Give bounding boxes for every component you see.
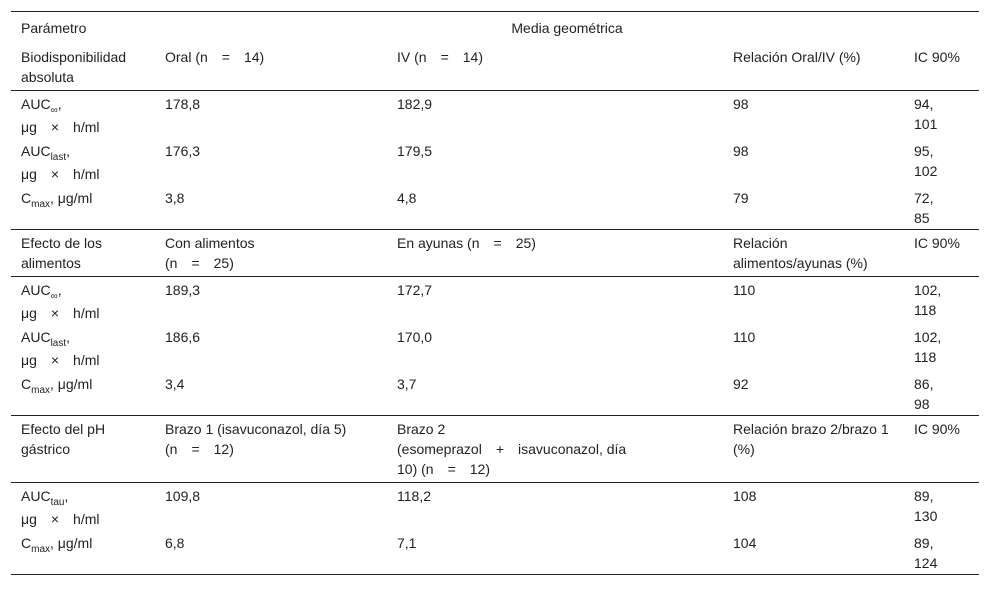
table-row bbox=[11, 138, 979, 185]
section-col3: IV (n = 14) bbox=[387, 44, 723, 91]
param-cell: $C_{max}$, μg/ml bbox=[11, 530, 155, 575]
ratio: 79 bbox=[723, 185, 904, 230]
table-row bbox=[11, 277, 979, 325]
value-2: 170,0 bbox=[397, 329, 433, 345]
ic-90: 94, 101 bbox=[914, 96, 938, 132]
param-cell: $AUC_{tau}$, μg × h/ml bbox=[21, 488, 100, 527]
value-1: 189,3 bbox=[165, 282, 201, 298]
ic-90: 102, 118 bbox=[914, 329, 942, 365]
section-header-row bbox=[11, 44, 979, 91]
section-col3: Brazo 2 (esomeprazol + isavuconazol, día 10) (n = 12) bbox=[387, 416, 723, 483]
ratio: 110 bbox=[733, 329, 756, 345]
ratio: 110 bbox=[733, 282, 756, 298]
ic-90: 89, 130 bbox=[914, 488, 938, 524]
table-row bbox=[11, 185, 979, 230]
ratio: 108 bbox=[733, 488, 757, 504]
ratio: 92 bbox=[723, 371, 904, 416]
value-1: 3,4 bbox=[155, 371, 387, 416]
pk-table bbox=[11, 11, 979, 575]
value-2: 182,9 bbox=[397, 96, 433, 112]
section-col4: Relación Oral/IV (%) bbox=[723, 44, 904, 91]
header-parametro: Parámetro bbox=[11, 12, 155, 45]
section-header-row bbox=[11, 230, 979, 277]
section-col4: Relación alimentos/ayunas (%) bbox=[723, 230, 904, 277]
header-row bbox=[11, 12, 979, 45]
section-header-row bbox=[11, 416, 979, 483]
ic-90: 86, 98 bbox=[904, 371, 979, 416]
value-1: 3,8 bbox=[155, 185, 387, 230]
ic-90: 95, 102 bbox=[914, 143, 938, 179]
section-col2: Brazo 1 (isavuconazol, día 5) (n = 12) bbox=[155, 416, 387, 483]
value-1: 109,8 bbox=[165, 488, 201, 504]
ratio: 104 bbox=[723, 530, 904, 575]
header-media: Media geométrica bbox=[155, 12, 979, 45]
ratio: 98 bbox=[733, 143, 749, 159]
param-cell: $C_{max}$, μg/ml bbox=[11, 371, 155, 416]
value-2: 7,1 bbox=[387, 530, 723, 575]
value-1: 176,3 bbox=[165, 143, 201, 159]
ratio: 98 bbox=[733, 96, 749, 112]
section-col3: En ayunas (n = 25) bbox=[387, 230, 723, 277]
ic-90: 72, 85 bbox=[904, 185, 979, 230]
value-2: 172,7 bbox=[397, 282, 433, 298]
param-cell: $AUC_{last}$, μg × h/ml bbox=[21, 329, 100, 368]
section-col5: IC 90% bbox=[904, 230, 979, 277]
table-row bbox=[11, 371, 979, 416]
section-col5: IC 90% bbox=[904, 416, 979, 483]
param-cell: $AUC_\infty$, μg × h/ml bbox=[21, 96, 100, 135]
table-row bbox=[11, 91, 979, 139]
param-cell: $AUC_{last}$, μg × h/ml bbox=[21, 143, 100, 182]
table-row bbox=[11, 483, 979, 531]
section-title: Efecto del pH gástrico bbox=[11, 416, 155, 483]
value-1: 178,8 bbox=[165, 96, 201, 112]
value-1: 186,6 bbox=[165, 329, 201, 345]
value-2: 4,8 bbox=[387, 185, 723, 230]
ic-90: 89, 124 bbox=[904, 530, 979, 575]
section-col4: Relación brazo 2/brazo 1 (%) bbox=[723, 416, 904, 483]
param-cell: $AUC_\infty$, μg × h/ml bbox=[21, 282, 100, 321]
param-cell: $C_{max}$, μg/ml bbox=[11, 185, 155, 230]
table-row bbox=[11, 324, 979, 371]
value-2: 118,2 bbox=[397, 488, 431, 504]
section-col2: Con alimentos (n = 25) bbox=[155, 230, 387, 277]
section-col5: IC 90% bbox=[904, 44, 979, 91]
value-2: 3,7 bbox=[387, 371, 723, 416]
section-title: Efecto de los alimentos bbox=[11, 230, 155, 277]
value-1: 6,8 bbox=[155, 530, 387, 575]
value-2: 179,5 bbox=[397, 143, 433, 159]
section-title: Biodisponibilidad absoluta bbox=[11, 44, 155, 91]
table-row bbox=[11, 530, 979, 575]
section-col2: Oral (n = 14) bbox=[155, 44, 387, 91]
ic-90: 102, 118 bbox=[914, 282, 942, 318]
